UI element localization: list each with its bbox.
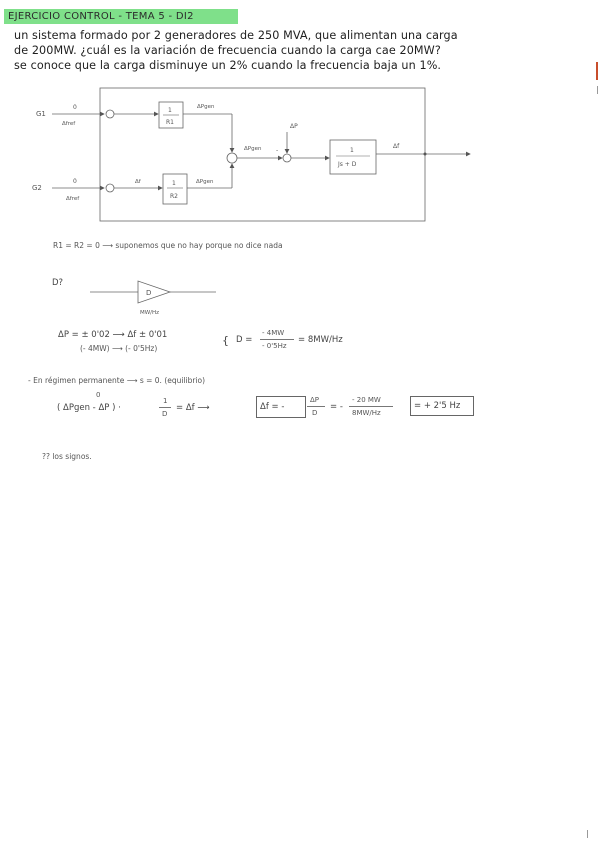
block-diagram <box>0 80 601 230</box>
main-summer <box>227 153 237 163</box>
df-output-label: Δf <box>393 143 400 150</box>
load-summer <box>283 154 291 162</box>
r-assumption: R1 = R2 = 0 ⟶ suponemos que no hay porque no dice nada <box>53 241 283 250</box>
d-frac-bar <box>260 339 294 340</box>
d-box-label: D <box>146 289 152 297</box>
r2-num: 1 <box>172 180 176 187</box>
statement-line-2: de 200MW. ¿cuál es la variación de frecuencia cuando la carga cae 20MW? <box>14 44 441 57</box>
eq-frac-den: D <box>162 410 168 418</box>
g2-summer <box>106 184 114 192</box>
edge-tick-1 <box>597 86 598 94</box>
g1-dfref: Δfref <box>62 121 76 127</box>
g2-zero: 0 <box>73 178 77 185</box>
box-eq2: = - <box>330 402 343 412</box>
df-in-label: Δf <box>135 179 141 185</box>
r1-num: 1 <box>168 107 172 114</box>
d-block-sketch <box>90 278 230 318</box>
g1-summer <box>106 110 114 118</box>
g2-label: G2 <box>32 184 42 192</box>
minus-sign: - <box>276 147 279 154</box>
g1-label: G1 <box>36 110 46 118</box>
dp-values: (- 4MW) ⟶ (- 0'5Hz) <box>80 344 158 353</box>
brace: { <box>222 334 229 347</box>
d-question: D? <box>52 278 64 288</box>
r1-den: R1 <box>166 119 174 126</box>
d-triangle <box>138 281 170 303</box>
box-df: Δf = - <box>260 402 285 412</box>
d-formula-left: D = <box>236 335 253 345</box>
statement-line-3: se conoce que la carga disminuye un 2% cuando la frecuencia baja un 1%. <box>14 59 442 72</box>
g2-dfref: Δfref <box>66 196 80 202</box>
steady-state-note: - En régimen permanente ⟶ s = 0. (equilibrio) <box>28 376 206 385</box>
box-result: = + 2'5 Hz <box>414 401 461 411</box>
eq-mid: = Δf ⟶ <box>176 403 210 413</box>
dp-line: ΔP = ± 0'02 ⟶ Δf ± 0'01 <box>58 330 168 340</box>
dp-label: ΔP <box>290 123 298 130</box>
dpgen1-label: ΔPgen <box>197 104 215 110</box>
page-title: EJERCICIO CONTROL - TEMA 5 - DI2 <box>4 9 238 24</box>
g1-zero: 0 <box>73 104 77 111</box>
statement-line-1: un sistema formado por 2 generadores de 250 MVA, que alimentan una carga <box>14 29 458 42</box>
eq-zero: 0 <box>96 391 101 399</box>
plant-block <box>330 140 376 174</box>
plant-den: Js + D <box>338 161 357 168</box>
dpgen2-label: ΔPgen <box>196 179 214 185</box>
box-frac2-den: 8MW/Hz <box>352 409 381 417</box>
edge-mark-top <box>596 62 598 80</box>
takeoff-point <box>424 153 427 156</box>
eq-frac-bar <box>159 407 171 408</box>
plant-num: 1 <box>350 147 354 154</box>
edge-tick-bottom <box>587 830 588 838</box>
box-frac2-bar <box>349 406 393 407</box>
eq-frac-num: 1 <box>163 397 168 405</box>
box-frac-bar <box>307 406 325 407</box>
signs-note: ?? los signos. <box>42 452 92 461</box>
dpgen-total-label: ΔPgen <box>244 146 262 152</box>
eq-left: ( ΔPgen - ΔP ) · <box>57 403 121 413</box>
box-frac-den: D <box>312 409 318 417</box>
d-frac-num: - 4MW <box>262 329 285 337</box>
d-units: MW/Hz <box>140 310 160 316</box>
d-result: = 8MW/Hz <box>298 335 343 345</box>
d-frac-den: - 0'5Hz <box>262 342 287 350</box>
r2-den: R2 <box>170 193 178 200</box>
box-frac-num: ΔP <box>310 396 320 404</box>
box-frac2-num: - 20 MW <box>352 396 381 404</box>
